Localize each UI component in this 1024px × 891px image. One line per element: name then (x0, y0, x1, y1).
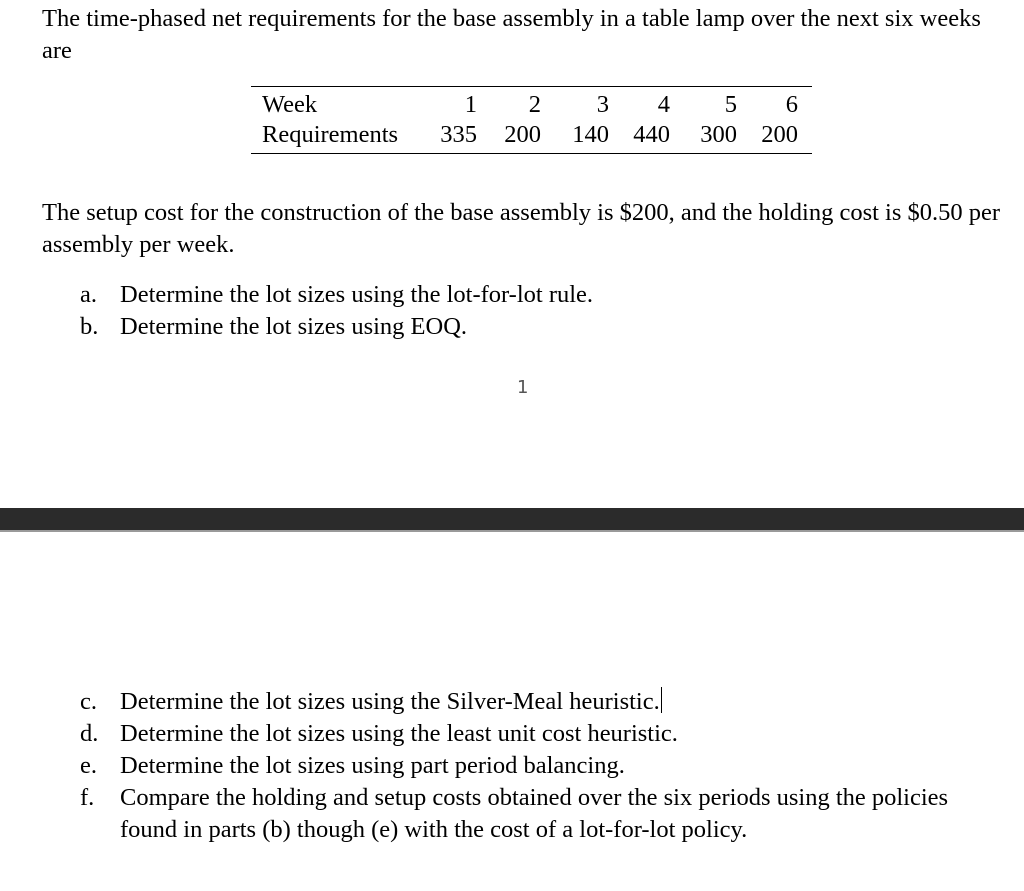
list-marker: f. (80, 784, 95, 811)
week-cell: 6 (785, 91, 798, 118)
requirements-row (251, 120, 812, 154)
setup-cost-paragraph: The setup cost for the construction of the base assembly is $200, and the holding cost is $0.50 per assembly per week. (42, 199, 1001, 258)
week-row (251, 87, 812, 121)
requirement-cell: 140 (572, 121, 609, 148)
list-item (80, 750, 1010, 782)
week-label: Week (262, 91, 318, 118)
list-marker: e. (80, 752, 97, 779)
week-cell: 3 (596, 91, 609, 118)
list-item (80, 718, 1010, 750)
week-cell: 4 (657, 91, 670, 118)
week-cell: 2 (528, 91, 541, 118)
requirements-label: Requirements (262, 121, 399, 148)
requirements-table (251, 86, 812, 154)
question-list-page-1 (80, 279, 1010, 343)
list-item-text: Determine the lot sizes using the lot-for-lot rule. (120, 281, 594, 308)
list-marker: c. (80, 688, 97, 715)
list-item (80, 279, 1010, 311)
list-item-text: Determine the lot sizes using the least unit cost heuristic. (120, 720, 678, 747)
requirement-cell: 335 (440, 121, 477, 148)
requirement-cell: 200 (504, 121, 541, 148)
list-item (80, 686, 1010, 718)
week-cell: 5 (724, 91, 737, 118)
list-item-text: Determine the lot sizes using EOQ. (120, 313, 468, 340)
list-marker: b. (80, 313, 99, 340)
list-item-text: Determine the lot sizes using the Silver-Meal heuristic. (120, 688, 660, 715)
requirement-cell: 300 (700, 121, 737, 148)
intro-paragraph: The time-phased net requirements for the base assembly in a table lamp over the next six weeks are (42, 5, 981, 64)
list-item-text: Compare the holding and setup costs obtained over the six periods using the policies found in parts (b) though (e) with the cost of a lot-for-lot policy. (120, 784, 949, 843)
list-marker: d. (80, 720, 99, 747)
page-separator (0, 508, 1024, 532)
list-item (80, 782, 1010, 846)
requirement-cell: 440 (633, 121, 670, 148)
list-marker: a. (80, 281, 97, 308)
list-item-text: Determine the lot sizes using part period balancing. (120, 752, 625, 779)
page-number: 1 (517, 377, 529, 398)
question-list-page-2 (80, 686, 1010, 846)
requirement-cell: 200 (761, 121, 798, 148)
list-item (80, 311, 1010, 343)
text-cursor (661, 687, 663, 713)
week-cell: 1 (464, 91, 477, 118)
